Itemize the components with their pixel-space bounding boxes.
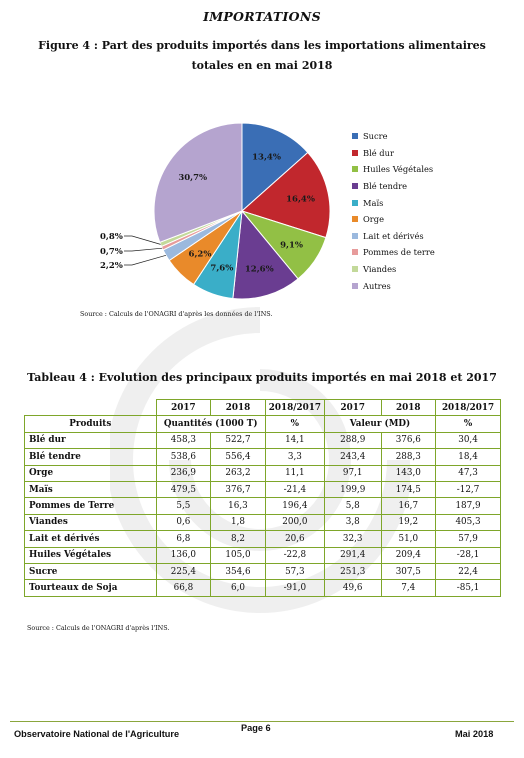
pie-chart [60, 118, 350, 308]
table-row [25, 465, 501, 481]
value-cell: 225,4 [156, 563, 211, 579]
value-cell: 5,8 [324, 498, 381, 514]
value-cell: 6,8 [156, 531, 211, 547]
legend-swatch [352, 233, 358, 239]
legend-swatch [352, 266, 358, 272]
legend-label: Autres [363, 280, 391, 291]
figure-title: Figure 4 : Part des produits importés dans les importations alimentaires totales en en mai 2018 [38, 39, 486, 72]
value-cell: 405,3 [436, 514, 501, 530]
legend-swatch [352, 183, 358, 189]
value-cell: 209,4 [381, 547, 436, 563]
pct-header: % [265, 416, 324, 432]
legend-entry [352, 211, 435, 228]
value-cell: 3,3 [265, 449, 324, 465]
legend-swatch [352, 283, 358, 289]
value-cell: 47,3 [436, 465, 501, 481]
value-cell: 49,6 [324, 580, 381, 596]
value-cell: 105,0 [211, 547, 266, 563]
value-cell: 376,7 [211, 481, 266, 497]
value-cell: -22,8 [265, 547, 324, 563]
value-cell: 263,2 [211, 465, 266, 481]
value-cell: 538,6 [156, 449, 211, 465]
slice-label: 30,7% [178, 173, 208, 184]
value-cell: 307,5 [381, 563, 436, 579]
legend-label: Pommes de terre [363, 247, 435, 258]
value-cell: 522,7 [211, 432, 266, 448]
legend-entry [352, 194, 435, 211]
product-name-cell: Maïs [25, 481, 157, 497]
legend-swatch [352, 200, 358, 206]
table-row [25, 498, 501, 514]
slice-label: 7,6% [210, 263, 234, 274]
group-header-row [25, 416, 501, 432]
chart-legend [352, 128, 435, 294]
year-header-cell: 2018/2017 [436, 400, 501, 416]
year-header-cell: 2018 [381, 400, 436, 416]
slice-label: 0,7% [100, 247, 123, 257]
legend-swatch [352, 133, 358, 139]
table-row [25, 514, 501, 530]
value-cell: 14,1 [265, 432, 324, 448]
footer-divider [10, 721, 514, 722]
footer-date: Mai 2018 [455, 729, 494, 739]
value-cell: 57,3 [265, 563, 324, 579]
value-cell: 97,1 [324, 465, 381, 481]
value-cell: 143,0 [381, 465, 436, 481]
header-blank-cell [25, 400, 157, 416]
value-cell: 5,5 [156, 498, 211, 514]
legend-entry [352, 161, 435, 178]
legend-entry [352, 261, 435, 278]
slice-label: 13,4% [252, 152, 281, 163]
year-header-cell: 2018 [211, 400, 266, 416]
value-cell: 19,2 [381, 514, 436, 530]
year-header-cell: 2018/2017 [265, 400, 324, 416]
slice-label: 2,2% [100, 261, 123, 271]
figure-source: Source : Calculs de l'ONAGRI d'après les données de l'INS. [80, 310, 273, 318]
label-leader-line [124, 236, 161, 244]
value-cell: 32,3 [324, 531, 381, 547]
legend-swatch [352, 216, 358, 222]
imports-table [24, 399, 501, 597]
slice-label: 12,6% [244, 264, 274, 275]
value-cell: 200,0 [265, 514, 324, 530]
table-row [25, 580, 501, 596]
value-cell: 22,4 [436, 563, 501, 579]
footer-organization: Observatoire National de l'Agriculture [14, 729, 180, 739]
value-cell: 66,8 [156, 580, 211, 596]
legend-label: Blé tendre [363, 181, 408, 192]
value-cell: 479,5 [156, 481, 211, 497]
pct-header: % [436, 416, 501, 432]
value-cell: 251,3 [324, 563, 381, 579]
produits-header: Produits [25, 416, 157, 432]
table-title: Tableau 4 : Evolution des principaux produits importés en mai 2018 et 2017 [27, 371, 497, 384]
legend-entry [352, 178, 435, 195]
legend-entry [352, 228, 435, 245]
product-name-cell: Pommes de Terre [25, 498, 157, 514]
value-cell: 7,4 [381, 580, 436, 596]
value-cell: 18,4 [436, 449, 501, 465]
value-cell: 288,3 [381, 449, 436, 465]
product-name-cell: Lait et dérivés [25, 531, 157, 547]
value-cell: 288,9 [324, 432, 381, 448]
value-cell: -85,1 [436, 580, 501, 596]
year-header-row [25, 400, 501, 416]
legend-swatch [352, 150, 358, 156]
legend-entry [352, 277, 435, 294]
legend-label: Viandes [363, 264, 397, 275]
value-cell: 16,3 [211, 498, 266, 514]
table-source: Source : Calculs de l'ONAGRI d'après l'INS. [27, 624, 170, 632]
year-header-cell: 2017 [324, 400, 381, 416]
value-cell: -12,7 [436, 481, 501, 497]
value-cell: 20,6 [265, 531, 324, 547]
value-cell: 199,9 [324, 481, 381, 497]
legend-label: Sucre [363, 131, 388, 142]
valeur-header: Valeur (MD) [324, 416, 435, 432]
product-name-cell: Blé dur [25, 432, 157, 448]
value-cell: 243,4 [324, 449, 381, 465]
value-cell: 458,3 [156, 432, 211, 448]
value-cell: 556,4 [211, 449, 266, 465]
slice-label: 0,8% [100, 232, 123, 242]
table-row [25, 547, 501, 563]
legend-swatch [352, 166, 358, 172]
label-leader-line [124, 248, 162, 251]
product-name-cell: Sucre [25, 563, 157, 579]
slice-label: 16,4% [286, 194, 315, 205]
value-cell: 236,9 [156, 465, 211, 481]
value-cell: 376,6 [381, 432, 436, 448]
value-cell: 174,5 [381, 481, 436, 497]
legend-entry [352, 145, 435, 162]
value-cell: 136,0 [156, 547, 211, 563]
legend-label: Maïs [363, 197, 384, 208]
value-cell: 11,1 [265, 465, 324, 481]
legend-label: Blé dur [363, 147, 394, 158]
value-cell: -21,4 [265, 481, 324, 497]
product-name-cell: Tourteaux de Soja [25, 580, 157, 596]
value-cell: 57,9 [436, 531, 501, 547]
value-cell: 354,6 [211, 563, 266, 579]
legend-label: Huiles Végétales [363, 164, 434, 175]
value-cell: 187,9 [436, 498, 501, 514]
year-header-cell: 2017 [156, 400, 211, 416]
value-cell: 51,0 [381, 531, 436, 547]
product-name-cell: Huiles Végétales [25, 547, 157, 563]
value-cell: 1,8 [211, 514, 266, 530]
value-cell: 196,4 [265, 498, 324, 514]
section-title: IMPORTATIONS [203, 9, 321, 24]
value-cell: 8,2 [211, 531, 266, 547]
slice-label: 6,2% [188, 249, 212, 260]
quantites-header: Quantités (1000 T) [156, 416, 265, 432]
product-name-cell: Orge [25, 465, 157, 481]
value-cell: -91,0 [265, 580, 324, 596]
legend-entry [352, 244, 435, 261]
legend-swatch [352, 249, 358, 255]
value-cell: 6,0 [211, 580, 266, 596]
legend-label: Lait et dérivés [363, 230, 424, 241]
product-name-cell: Viandes [25, 514, 157, 530]
product-name-cell: Blé tendre [25, 449, 157, 465]
slice-label: 9,1% [280, 240, 304, 251]
footer-page-number: Page 6 [241, 723, 271, 733]
label-leader-line [124, 255, 166, 265]
table-row [25, 481, 501, 497]
table-row [25, 563, 501, 579]
value-cell: 30,4 [436, 432, 501, 448]
value-cell: 3,8 [324, 514, 381, 530]
legend-entry [352, 128, 435, 145]
value-cell: 0,6 [156, 514, 211, 530]
table-row [25, 449, 501, 465]
table-row [25, 531, 501, 547]
legend-label: Orge [363, 214, 384, 225]
value-cell: 291,4 [324, 547, 381, 563]
value-cell: -28,1 [436, 547, 501, 563]
value-cell: 16,7 [381, 498, 436, 514]
table-row [25, 432, 501, 448]
